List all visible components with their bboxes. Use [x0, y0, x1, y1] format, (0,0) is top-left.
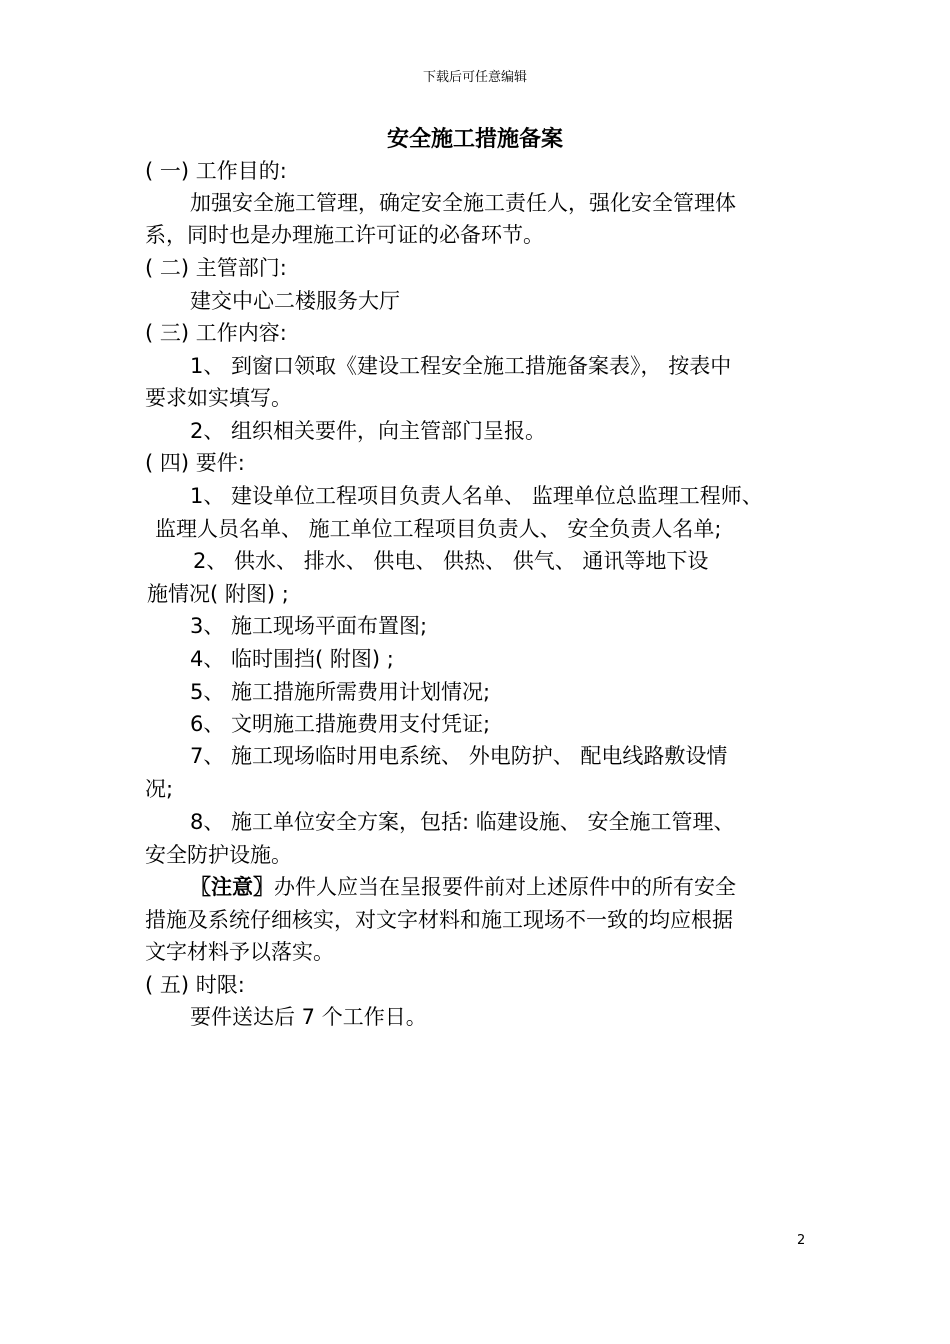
paragraph-line: 系，同时也是办理施工许可证的必备环节。: [145, 223, 544, 247]
list-item-line: 安全防护设施。: [145, 843, 292, 867]
list-item-line: 要求如实填写。: [145, 386, 292, 410]
header-note: 下载后可任意编辑: [422, 70, 527, 85]
section-heading-1: ( 一) 工作目的:: [145, 159, 287, 183]
list-item-line: 施情况( 附图) ;: [147, 582, 289, 606]
note-line: 文字材料予以落实。: [145, 940, 334, 964]
list-item-line: 况;: [145, 777, 174, 801]
list-item-line: 1、 建设单位工程项目负责人名单、 监理单位总监理工程师、: [190, 484, 763, 508]
document-title: 安全施工措施备案: [386, 127, 563, 152]
list-item-line: 4、 临时围挡( 附图) ;: [190, 647, 394, 671]
note-line: [190, 873, 736, 901]
list-item-line: 2、 供水、 排水、 供电、 供热、 供气、 通讯等地下设: [193, 549, 709, 573]
note-text: 办件人应当在呈报要件前对上述原件中的所有安全: [274, 875, 736, 899]
list-item-line: 8、 施工单位安全方案，包括: 临建设施、 安全施工管理、: [190, 810, 735, 834]
list-item-line: 1、 到窗口领取《建设工程安全施工措施备案表》， 按表中: [190, 354, 732, 378]
paragraph-line: 加强安全施工管理，确定安全施工责任人，强化安全管理体: [190, 191, 736, 215]
list-item-line: 监理人员名单、 施工单位工程项目负责人、 安全负责人名单;: [155, 517, 722, 541]
list-item-line: 2、 组织相关要件，向主管部门呈报。: [190, 419, 547, 443]
list-item-line: 5、 施工措施所需费用计划情况;: [190, 680, 491, 704]
page-number: 2: [797, 1233, 806, 1248]
list-item-line: 7、 施工现场临时用电系统、 外电防护、 配电线路敷设情: [190, 744, 728, 768]
section-heading-5: ( 五) 时限:: [145, 973, 245, 997]
list-item-line: 3、 施工现场平面布置图;: [190, 614, 428, 638]
section-heading-4: ( 四) 要件:: [145, 451, 245, 475]
paragraph-line: 建交中心二楼服务大厅: [190, 289, 400, 313]
note-line: 措施及系统仔细核实，对文字材料和施工现场不一致的均应根据: [145, 908, 733, 932]
section-heading-2: ( 二) 主管部门:: [145, 256, 287, 280]
note-label: 〖注意〗: [190, 875, 274, 899]
section-heading-3: ( 三) 工作内容:: [145, 321, 287, 345]
paragraph-line: 要件送达后 7 个工作日。: [190, 1005, 427, 1029]
list-item-line: 6、 文明施工措施费用支付凭证;: [190, 712, 491, 736]
